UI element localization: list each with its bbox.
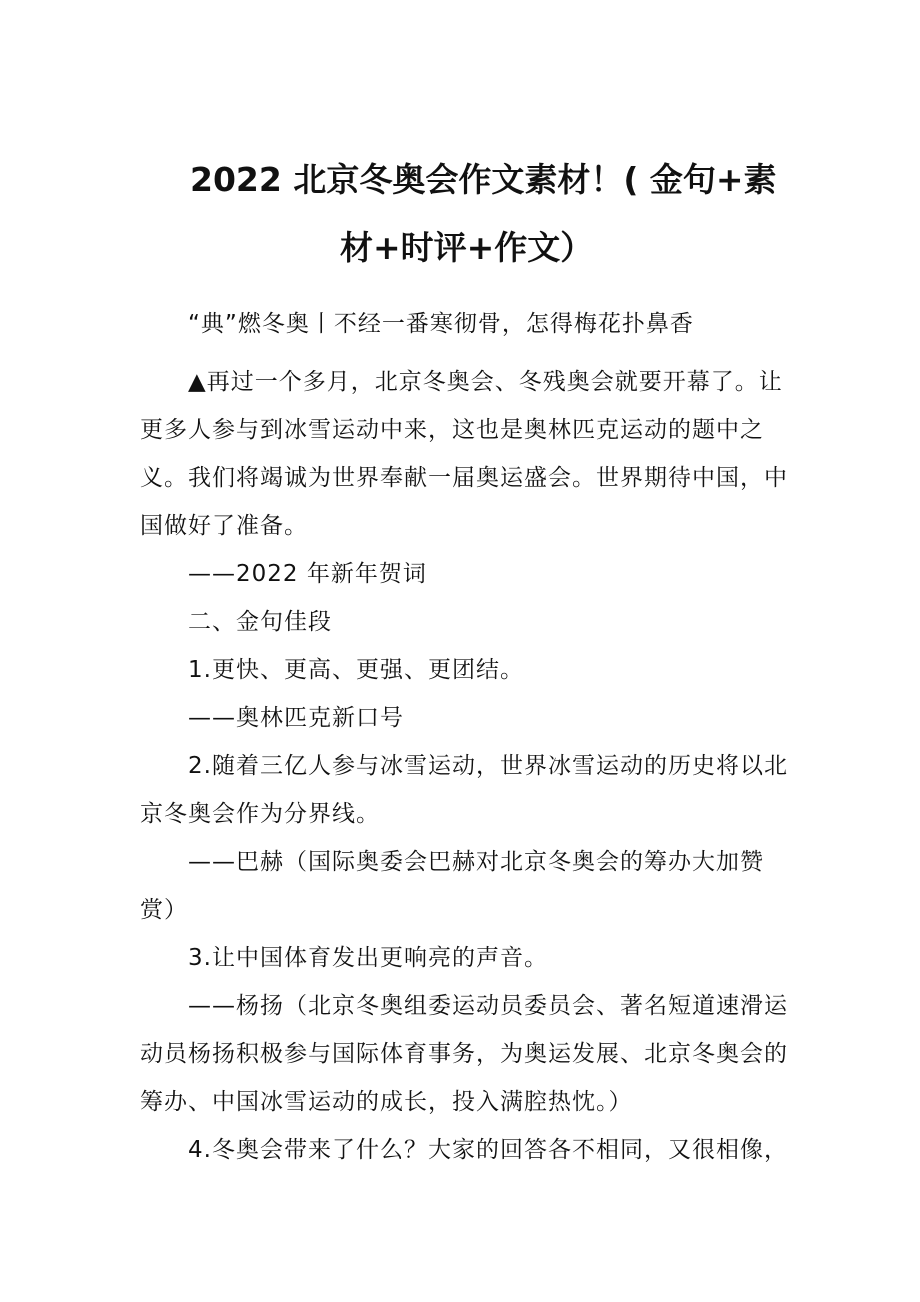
attribution-yang-yang: ——杨扬（北京冬奥组委运动员委员会、著名短道速滑运动员杨扬积极参与国际体育事务，为奥运发展、北京冬奥会的筹办、中国冰雪运动的成长，投入满腔热忱。） (140, 993, 788, 1115)
attribution-bach: ——巴赫（国际奥委会巴赫对北京冬奥会的筹办大加赞赏） (140, 849, 764, 923)
item-3: 3.让中国体育发出更响亮的声音。 (188, 945, 548, 971)
document-title-line-2: 材+时评+作文） (340, 228, 594, 267)
attribution-olympic-motto: ——奥林匹克新口号 (188, 705, 404, 731)
paragraph-new-year-address: ▲再过一个多月，北京冬奥会、冬残奥会就要开幕了。让更多人参与到冰雪运动中来，这也是奥林匹克运动的题中之义。我们将竭诚为世界奉献一届奥运盛会。世界期待中国，中国做好了准备。 (140, 369, 788, 539)
item-4: 4.冬奥会带来了什么？大家的回答各不相同，又很相像， (188, 1137, 788, 1163)
subheading-quote: “典”燃冬奥丨不经一番寒彻骨，怎得梅花扑鼻香 (188, 311, 694, 337)
item-2: 2.随着三亿人参与冰雪运动，世界冰雪运动的历史将以北京冬奥会作为分界线。 (140, 753, 788, 827)
section-heading-golden-sentences: 二、金句佳段 (188, 609, 332, 635)
document-title-line-1: 2022 北京冬奥会作文素材！( 金句+素 (190, 160, 777, 199)
item-1: 1.更快、更高、更强、更团结。 (188, 657, 524, 683)
attribution-new-year: ——2022 年新年贺词 (188, 561, 427, 587)
